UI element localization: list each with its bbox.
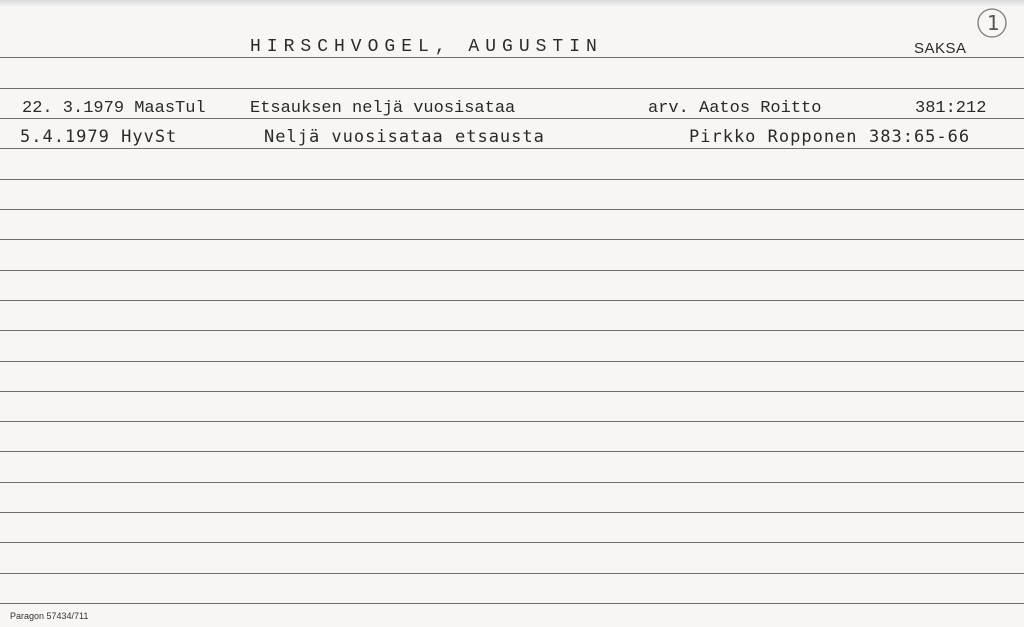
ruled-line — [0, 603, 1024, 604]
entry-date-source: 22. 3.1979 MaasTul — [22, 99, 206, 118]
entry-date-source: 5.4.1979 HyvSt — [20, 127, 178, 147]
entry-heading: Etsauksen neljä vuosisataa — [250, 99, 516, 118]
card-number-mark — [975, 6, 1009, 40]
entry-reviewer: arv. Aatos Roitto — [648, 99, 822, 118]
country-label: SAKSA — [914, 40, 967, 57]
entry-reference: 381:212 — [915, 99, 987, 118]
ruled-line — [0, 118, 1024, 119]
ruled-line — [0, 330, 1024, 331]
ruled-line — [0, 179, 1024, 180]
ruled-line — [0, 421, 1024, 422]
ruled-line — [0, 391, 1024, 392]
ruled-line — [0, 270, 1024, 271]
ruled-line — [0, 300, 1024, 301]
card-title: HIRSCHVOGEL, AUGUSTIN — [250, 37, 603, 57]
entry-reviewer: Pirkko Ropponen — [689, 127, 858, 147]
card-footer: Paragon 57434/711 — [10, 611, 89, 621]
ruled-line — [0, 239, 1024, 240]
ruled-line — [0, 148, 1024, 149]
ruled-line — [0, 573, 1024, 574]
ruled-line — [0, 57, 1024, 58]
card-top-edge — [0, 0, 1024, 6]
ruled-line — [0, 88, 1024, 89]
entry-reference: 383:65-66 — [869, 127, 971, 147]
ruled-line — [0, 542, 1024, 543]
card-number: 1 — [987, 11, 1000, 35]
entry-heading: Neljä vuosisataa etsausta — [264, 127, 545, 147]
ruled-line — [0, 451, 1024, 452]
ruled-line — [0, 482, 1024, 483]
ruled-line — [0, 361, 1024, 362]
ruled-line — [0, 209, 1024, 210]
ruled-line — [0, 512, 1024, 513]
